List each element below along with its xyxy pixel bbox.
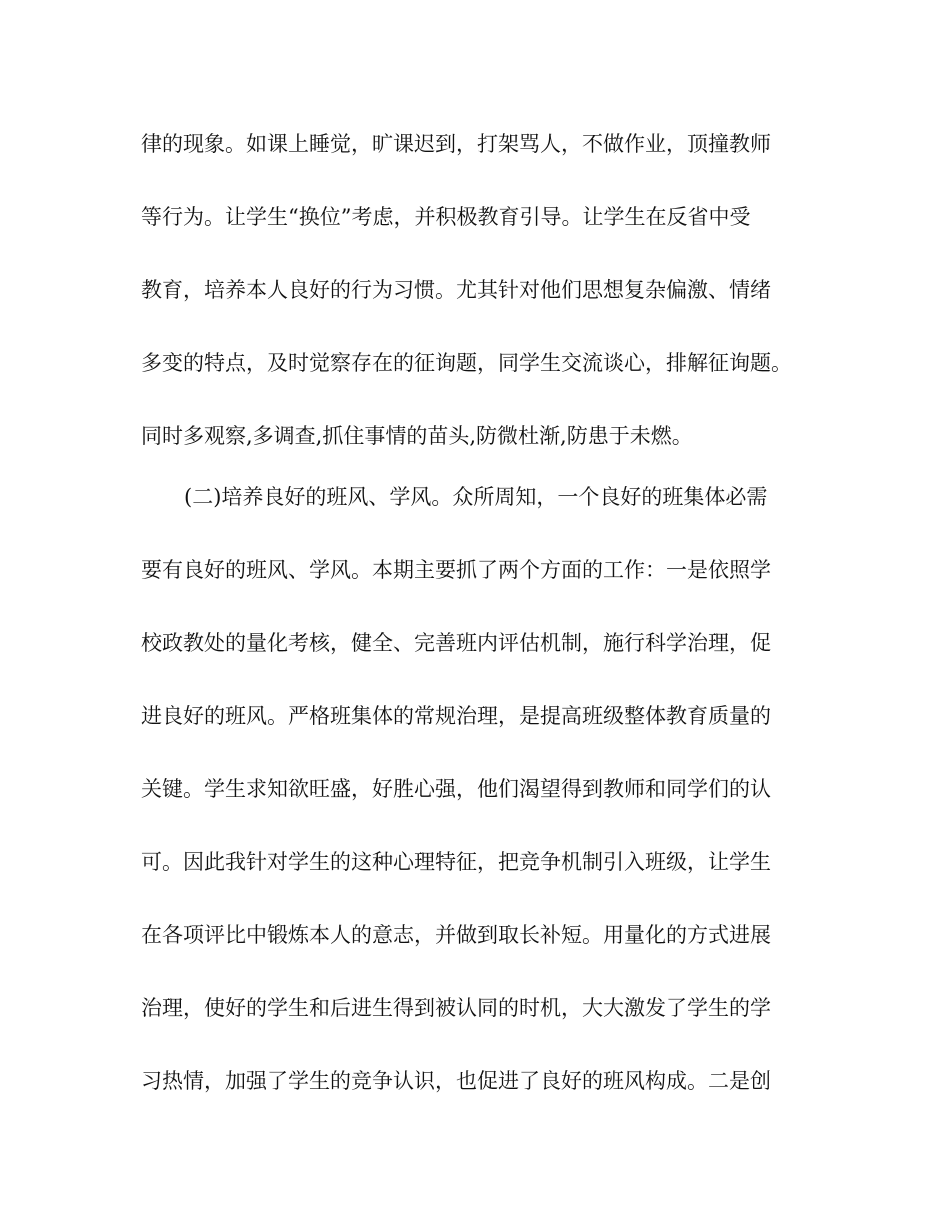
text-line: 在各项评比中锻炼本人的意志，并做到取长补短。用量化的方式进展 <box>141 923 771 947</box>
text-line: 同时多观察,多调查,抓住事情的苗头,防微杜渐,防患于未燃。 <box>141 424 693 448</box>
text-line: 要有良好的班风、学风。本期主要抓了两个方面的工作：一是依照学 <box>141 558 771 582</box>
text-line: 治理，使好的学生和后进生得到被认同的时机，大大激发了学生的学 <box>141 996 771 1020</box>
text-line: 校政教处的量化考核，健全、完善班内评估机制，施行科学治理，促 <box>141 631 771 655</box>
text-line: 律的现象。如课上睡觉，旷课迟到，打架骂人，不做作业，顶撞教师 <box>141 132 771 156</box>
text-line: 可。因此我针对学生的这种心理特征，把竞争机制引入班级，让学生 <box>141 850 771 874</box>
text-line: 等行为。让学生“换位”考虑，并积极教育引导。让学生在反省中受 <box>141 205 751 229</box>
text-line: 习热情，加强了学生的竞争认识，也促进了良好的班风构成。二是创 <box>141 1069 771 1093</box>
text-line: 多变的特点，及时觉察存在的征询题，同学生交流谈心，排解征询题。 <box>141 351 792 375</box>
text-line: 关键。学生求知欲旺盛，好胜心强，他们渴望得到教师和同学们的认 <box>141 777 771 801</box>
paragraph-heading-line: (二)培养良好的班风、学风。众所周知，一个良好的班集体必需 <box>184 485 768 509</box>
text-line: 进良好的班风。严格班集体的常规治理，是提高班级整体教育质量的 <box>141 704 771 728</box>
text-line: 教育，培养本人良好的行为习惯。尤其针对他们思想复杂偏激、情绪 <box>141 278 771 302</box>
